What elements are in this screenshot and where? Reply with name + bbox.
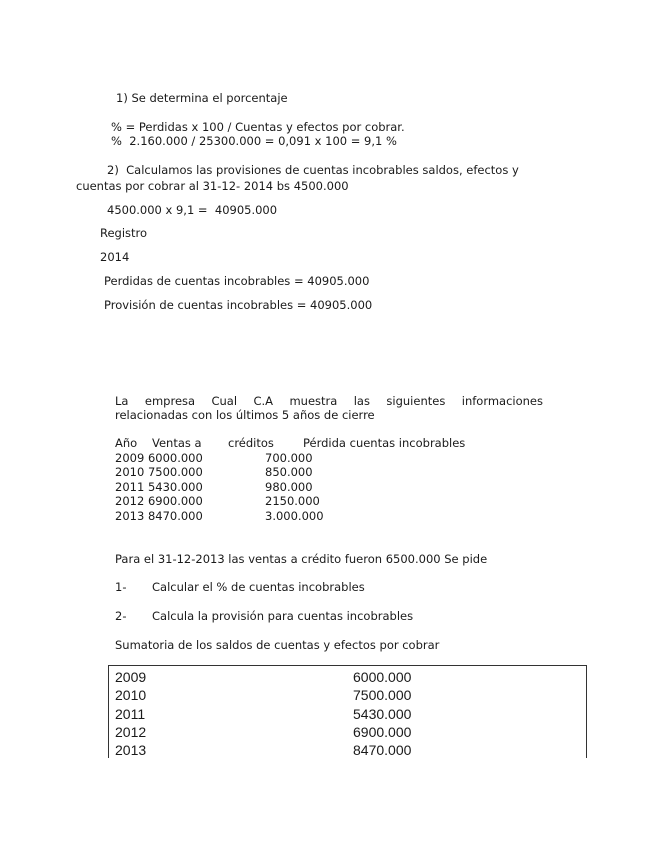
table-row bbox=[115, 668, 411, 686]
summation-table-box bbox=[108, 665, 587, 758]
sum-year: 2009 bbox=[115, 669, 147, 685]
journal-entry-debit: Perdidas de cuentas incobrables = 40905.000 bbox=[104, 274, 370, 288]
row-year-sales bbox=[115, 465, 228, 480]
sum-value: 5430.000 bbox=[353, 705, 412, 722]
row-loss: 700.000 bbox=[265, 450, 313, 465]
journal-entry-credit: Provisión de cuentas incobrables = 40905.000 bbox=[104, 298, 373, 312]
registro-year: 2014 bbox=[100, 250, 130, 264]
registro-label: Registro bbox=[100, 226, 148, 240]
sum-year: 2010 bbox=[115, 687, 147, 704]
row-loss: 3.000.000 bbox=[265, 508, 324, 523]
step2-line-2: cuentas por cobrar al 31-12- 2014 bs 4500.000 bbox=[76, 179, 349, 193]
header-losses: Pérdida cuentas incobrables bbox=[303, 436, 466, 450]
header-sales: Ventas a bbox=[152, 436, 202, 450]
row-loss: 2150.000 bbox=[265, 494, 320, 509]
row-year: 2012 bbox=[115, 494, 145, 509]
sum-year: 2013 bbox=[115, 742, 147, 759]
sum-value: 8470.000 bbox=[353, 742, 412, 759]
row-loss: 980.000 bbox=[265, 479, 313, 494]
formula-line-2: % 2.160.000 / 25300.000 = 0,091 x 100 = 9,1 % bbox=[111, 134, 397, 148]
row-year-sales bbox=[115, 451, 228, 466]
question-1-text: Calcular el % de cuentas incobrables bbox=[152, 580, 365, 594]
table-row bbox=[115, 465, 465, 480]
question-2-number: 2- bbox=[115, 609, 127, 623]
sum-value: 7500.000 bbox=[353, 687, 412, 704]
intro-line-2: relacionadas con los últimos 5 años de cierre bbox=[115, 408, 375, 422]
table-row bbox=[115, 451, 465, 466]
question-1-number: 1- bbox=[115, 580, 127, 594]
sum-year: 2012 bbox=[115, 723, 147, 740]
summation-table bbox=[115, 668, 411, 759]
table-row bbox=[115, 509, 465, 524]
row-loss: 850.000 bbox=[265, 465, 313, 480]
header-credits: créditos bbox=[228, 436, 274, 450]
step2-line-1: 2) Calculamos las provisiones de cuentas incobrables saldos, efectos y bbox=[107, 163, 519, 177]
table-row bbox=[115, 741, 411, 759]
question-2-text: Calcula la provisión para cuentas incobrables bbox=[152, 609, 414, 623]
formula-line-1: % = Perdidas x 100 / Cuentas y efectos por cobrar. bbox=[111, 120, 405, 134]
row-year-sales bbox=[115, 494, 228, 509]
intro-line-1: La empresa Cual C.A muestra las siguientes informaciones bbox=[115, 394, 543, 408]
row-sales: 8470.000 bbox=[147, 508, 203, 523]
row-year: 2011 bbox=[115, 479, 145, 494]
summation-title: Sumatoria de los saldos de cuentas y efectos por cobrar bbox=[115, 638, 440, 652]
provision-calculation: 4500.000 x 9,1 = 40905.000 bbox=[107, 203, 278, 217]
sum-value: 6000.000 bbox=[353, 669, 412, 685]
row-sales: 6000.000 bbox=[147, 450, 203, 465]
table-row bbox=[115, 480, 465, 495]
row-year: 2013 bbox=[115, 508, 145, 523]
row-year-sales bbox=[115, 509, 228, 524]
table-row bbox=[115, 705, 411, 723]
row-year-sales bbox=[115, 480, 228, 495]
table-row bbox=[115, 686, 411, 704]
row-sales: 6900.000 bbox=[147, 494, 203, 509]
sum-year: 2011 bbox=[115, 705, 146, 722]
header-year: Año bbox=[115, 436, 138, 450]
row-year: 2009 bbox=[115, 450, 145, 465]
table-row bbox=[115, 494, 465, 509]
row-year: 2010 bbox=[115, 465, 145, 480]
row-sales: 5430.000 bbox=[147, 479, 203, 494]
step1-title: 1) Se determina el porcentaje bbox=[116, 91, 288, 105]
sum-value: 6900.000 bbox=[353, 723, 412, 740]
history-table bbox=[115, 436, 465, 524]
history-table-header bbox=[115, 436, 465, 451]
row-sales: 7500.000 bbox=[147, 465, 203, 480]
sales-note: Para el 31-12-2013 las ventas a crédito fueron 6500.000 Se pide bbox=[115, 552, 488, 566]
table-row bbox=[115, 723, 411, 741]
